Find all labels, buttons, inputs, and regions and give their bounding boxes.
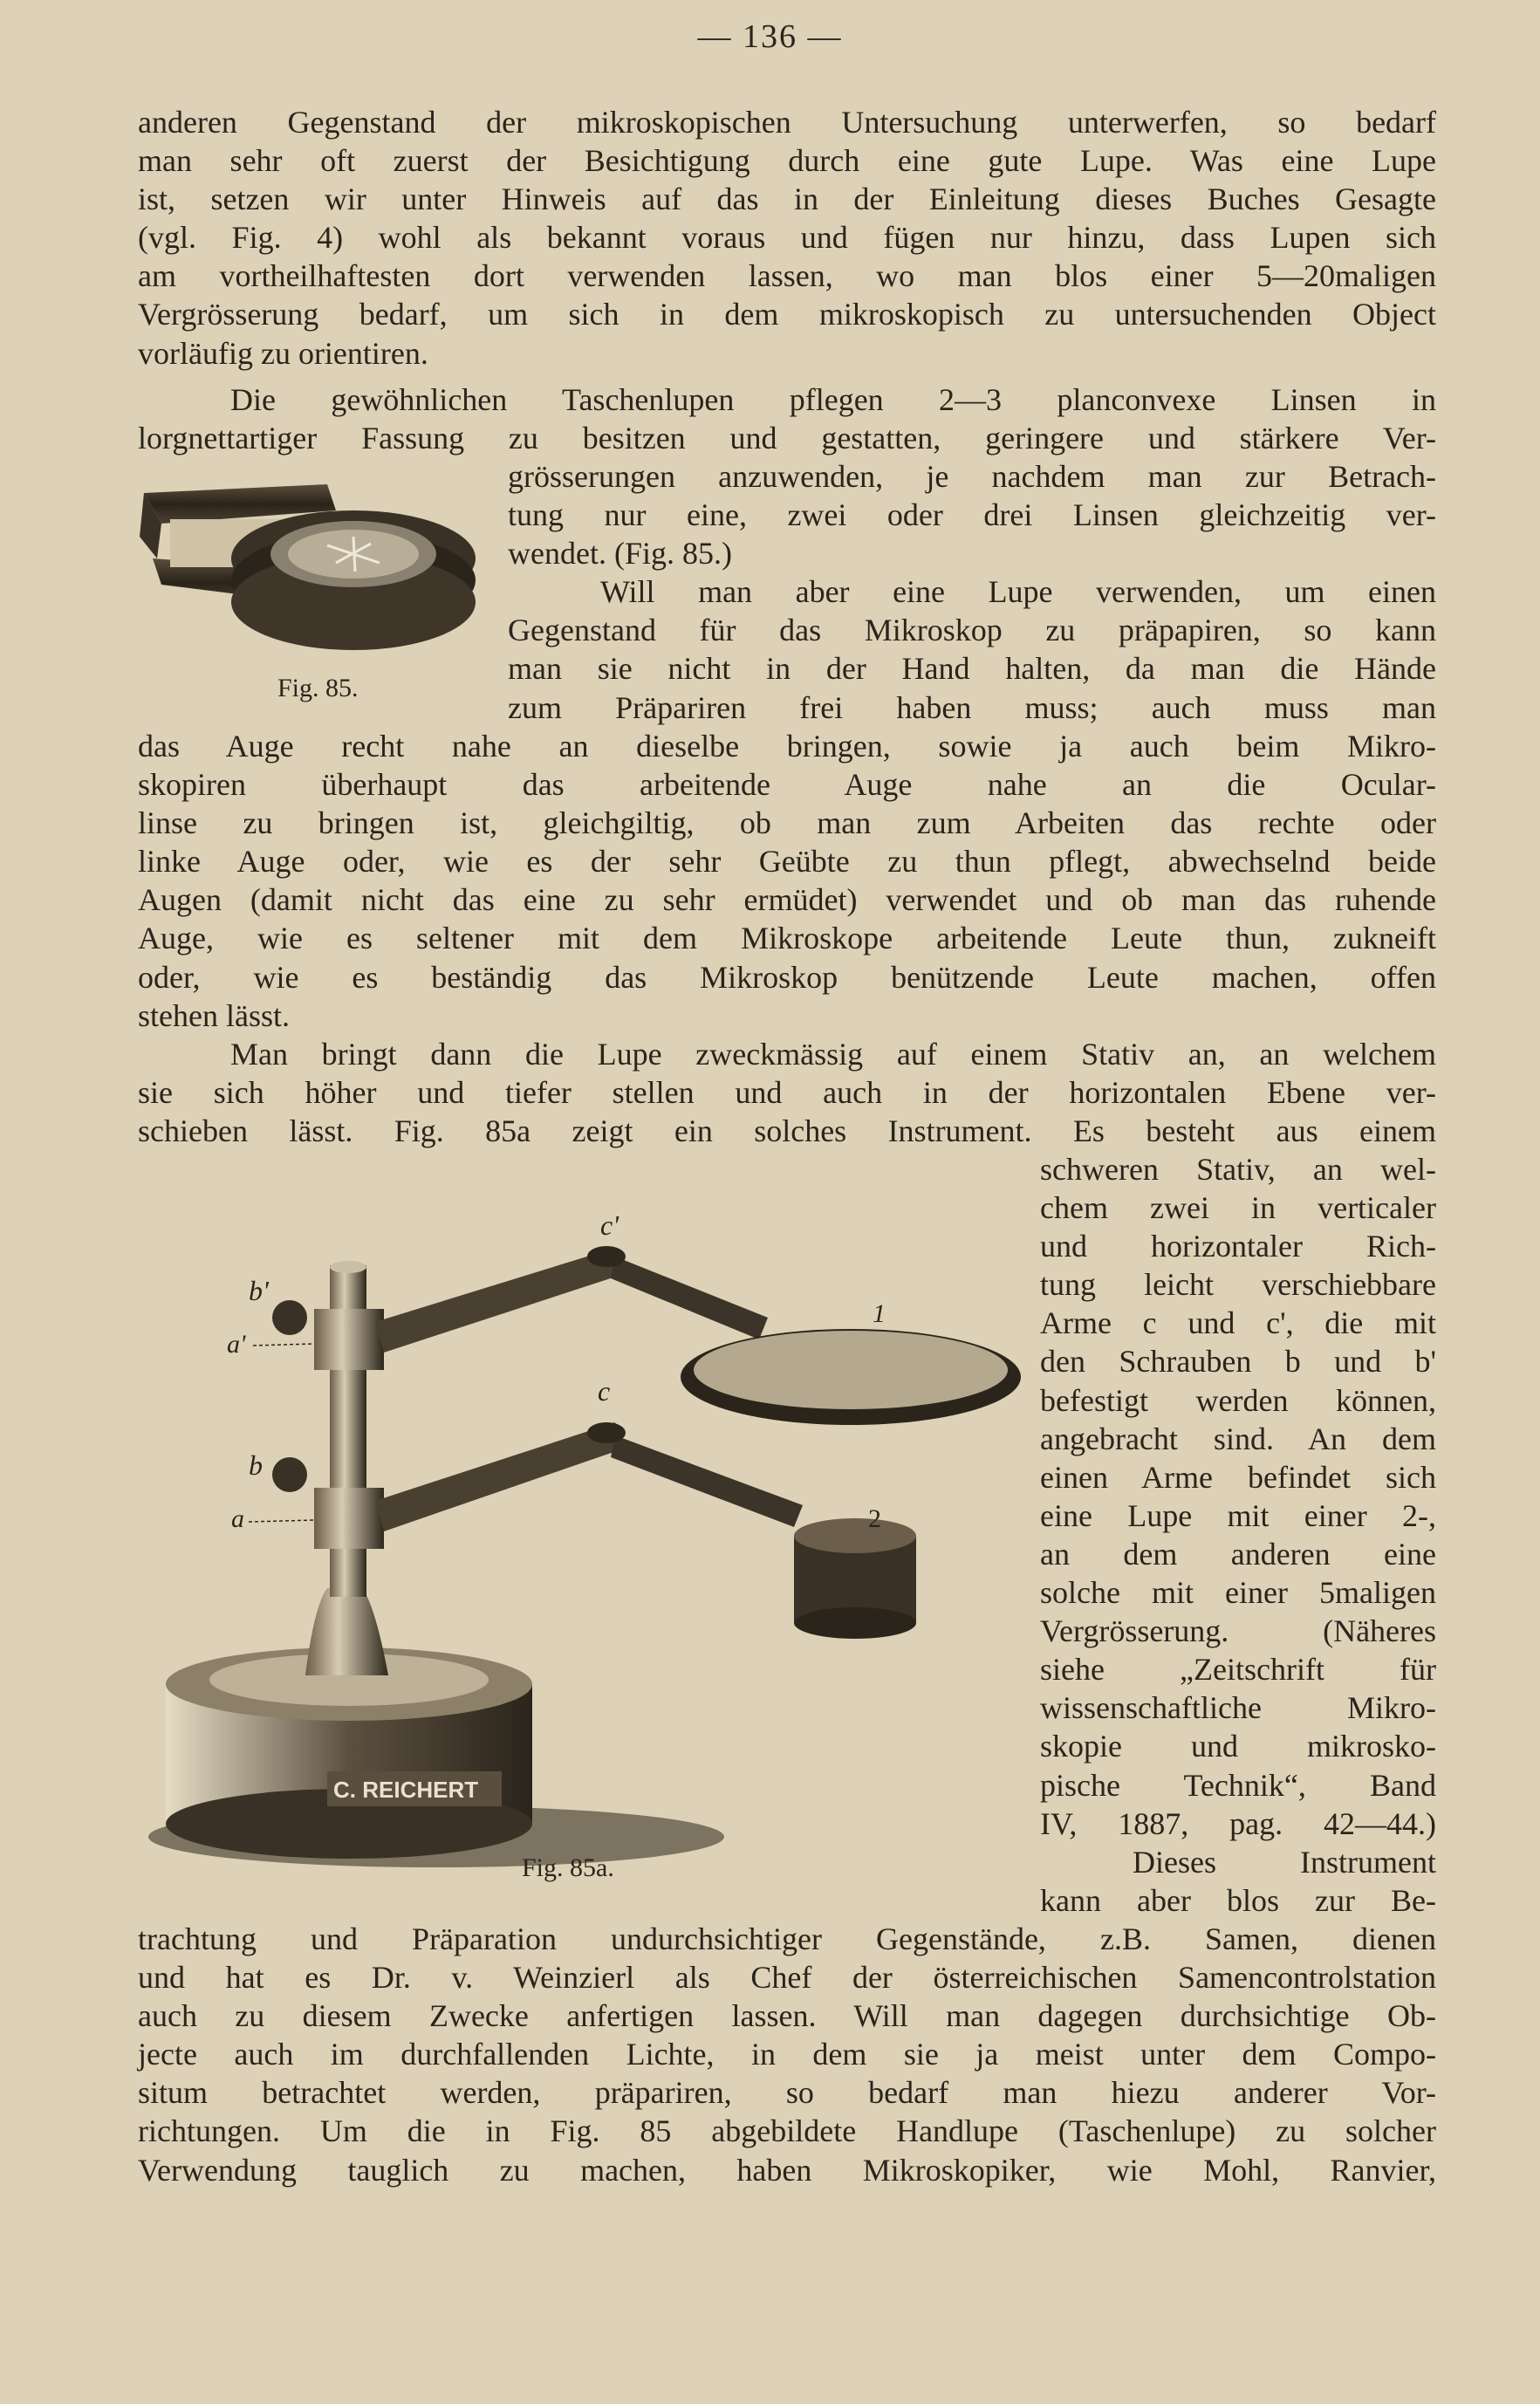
text-line: anderen Gegenstand der mikroskopischen Untersuchung unterwerfen, so bedarf xyxy=(138,105,1436,140)
text-line: schieben lässt. Fig. 85a zeigt ein solches Instrument. Es besteht aus einem xyxy=(138,1113,1436,1149)
text-line: an dem anderen eine xyxy=(1040,1536,1436,1572)
text-line: siehe „Zeitschrift für xyxy=(1040,1652,1436,1688)
text-line: Dieses Instrument xyxy=(1133,1844,1436,1880)
text-line: tung leicht verschiebbare xyxy=(1040,1267,1436,1303)
text-line: Man bringt dann die Lupe zweckmässig auf einem Stativ an, an welchem xyxy=(230,1037,1436,1072)
text-line: Gegenstand für das Mikroskop zu präpapiren, so kann xyxy=(508,613,1436,648)
paragraph-taschenlupen xyxy=(138,380,1436,457)
text-line: Vergrösserung. (Näheres xyxy=(1040,1613,1436,1649)
text-line: oder, wie es beständig das Mikroskop benützende Leute machen, offen xyxy=(138,959,1436,995)
text-line: grösserungen anzuwenden, je nachdem man zur Betrach- xyxy=(508,459,1436,494)
paragraph-auge xyxy=(138,727,1436,1035)
text-line: jecte auch im durchfallenden Lichte, in dem sie ja meist unter dem Compo- xyxy=(138,2037,1436,2072)
text-line: und horizontaler Rich- xyxy=(1040,1229,1436,1264)
text-line: den Schrauben b und b' xyxy=(1040,1344,1436,1380)
text-line: Will man aber eine Lupe verwenden, um einen xyxy=(600,574,1436,610)
text-line: sie sich höher und tiefer stellen und auch in der horizontalen Ebene ver- xyxy=(138,1075,1436,1111)
text-line: befestigt werden können, xyxy=(1040,1382,1436,1418)
text-line: IV, 1887, pag. 42—44.) xyxy=(1040,1805,1436,1841)
text-line: vorläufig zu orientiren. xyxy=(138,335,428,371)
text-line: zum Präpariren frei haben muss; auch muss man xyxy=(508,689,1436,725)
label-1: 1 xyxy=(873,1299,886,1328)
paragraph-lupe-right-column xyxy=(508,457,1436,727)
paragraph-stativ xyxy=(138,1035,1436,1150)
text-line: chem zwei in verticaler xyxy=(1040,1190,1436,1226)
text-line: Augen (damit nicht das eine zu sehr ermüdet) verwendet und ob man das ruhende xyxy=(138,882,1436,918)
text-line: trachtung und Präparation undurchsichtiger Gegenstände, z.B. Samen, dienen xyxy=(138,1921,1436,1956)
text-line: lorgnettartiger Fassung zu besitzen und gestatten, geringere und stärkere Ver- xyxy=(138,421,1436,456)
text-line: richtungen. Um die in Fig. 85 abgebildete Handlupe (Taschenlupe) zu solcher xyxy=(138,2113,1436,2149)
text-line: wissenschaftliche Mikro- xyxy=(1040,1690,1436,1726)
page-number: — 136 — xyxy=(697,18,843,55)
text-line: das Auge recht nahe an dieselbe bringen, sowie ja auch beim Mikro- xyxy=(138,729,1436,764)
text-line: ist, setzen wir unter Hinweis auf das in der Einleitung dieses Buches Gesagte xyxy=(138,181,1436,217)
label-a-prime: a' xyxy=(227,1330,246,1359)
text-line: skopie und mikrosko- xyxy=(1040,1729,1436,1764)
text-line: Auge, wie es seltener mit dem Mikroskope arbeitende Leute thun, zukneift xyxy=(138,921,1436,956)
fig85-pocket-lens-illustration xyxy=(135,476,493,668)
text-line: Verwendung tauglich zu machen, haben Mikroskopiker, wie Mohl, Ranvier, xyxy=(138,2152,1436,2188)
text-line: und hat es Dr. v. Weinzierl als Chef der österreichischen Samencontrolstation xyxy=(138,1960,1436,1996)
fig85a-stand-illustration xyxy=(140,1187,1030,1867)
text-line: Die gewöhnlichen Taschenlupen pflegen 2—3 planconvexe Linsen in xyxy=(230,382,1436,417)
text-line: pische Technik“, Band xyxy=(1040,1767,1436,1803)
label-c-prime: c' xyxy=(600,1209,619,1241)
reichert-stamp: C. REICHERT xyxy=(333,1777,479,1803)
text-line: man sehr oft zuerst der Besichtigung durch eine gute Lupe. Was eine Lupe xyxy=(138,143,1436,179)
text-line: einen Arme befindet sich xyxy=(1040,1459,1436,1495)
text-line: Vergrösserung bedarf, um sich in dem mikroskopisch zu untersuchenden Object xyxy=(138,297,1436,332)
label-b: b xyxy=(249,1449,263,1481)
text-line: Arme c und c', die mit xyxy=(1040,1305,1436,1341)
text-line: angebracht sind. An dem xyxy=(1040,1421,1436,1456)
text-line: eine Lupe mit einer 2-, xyxy=(1040,1497,1436,1533)
fig85a-caption: Fig. 85a. xyxy=(522,1853,614,1882)
text-line: man sie nicht in der Hand halten, da man die Hände xyxy=(508,651,1436,687)
text-line: wendet. (Fig. 85.) xyxy=(508,536,732,572)
text-line: am vortheilhaftesten dort verwenden lassen, wo man blos einer 5—20maligen xyxy=(138,258,1436,294)
text-line: schweren Stativ, an wel- xyxy=(1040,1152,1436,1187)
label-b-prime: b' xyxy=(249,1275,269,1306)
text-line: skopiren überhaupt das arbeitende Auge nahe an die Ocular- xyxy=(138,767,1436,803)
fig85-caption: Fig. 85. xyxy=(277,674,359,702)
paragraph-durchsichtig xyxy=(138,1920,1436,2189)
label-2: 2 xyxy=(868,1504,881,1533)
label-a: a xyxy=(231,1504,244,1533)
text-line: solche mit einer 5maligen xyxy=(1040,1575,1436,1611)
label-c: c xyxy=(598,1375,611,1407)
text-line: auch zu diesem Zwecke anfertigen lassen. Will man dagegen durchsichtige Ob- xyxy=(138,1998,1436,2034)
text-line: stehen lässt. xyxy=(138,997,290,1033)
text-line: linse zu bringen ist, gleichgiltig, ob man zum Arbeiten das rechte oder xyxy=(138,805,1436,841)
text-line: (vgl. Fig. 4) wohl als bekannt voraus und fügen nur hinzu, dass Lupen sich xyxy=(138,220,1436,256)
text-line: linke Auge oder, wie es der sehr Geübte zu thun pflegt, abwechselnd beide xyxy=(138,844,1436,880)
text-line: situm betrachtet werden, präpariren, so bedarf man hiezu anderer Vor- xyxy=(138,2075,1436,2111)
paragraph-intro xyxy=(138,103,1436,373)
text-line: kann aber blos zur Be- xyxy=(1040,1882,1436,1918)
paragraph-stativ-right-column xyxy=(1040,1150,1436,1920)
text-line: tung nur eine, zwei oder drei Linsen gleichzeitig ver- xyxy=(508,497,1436,533)
